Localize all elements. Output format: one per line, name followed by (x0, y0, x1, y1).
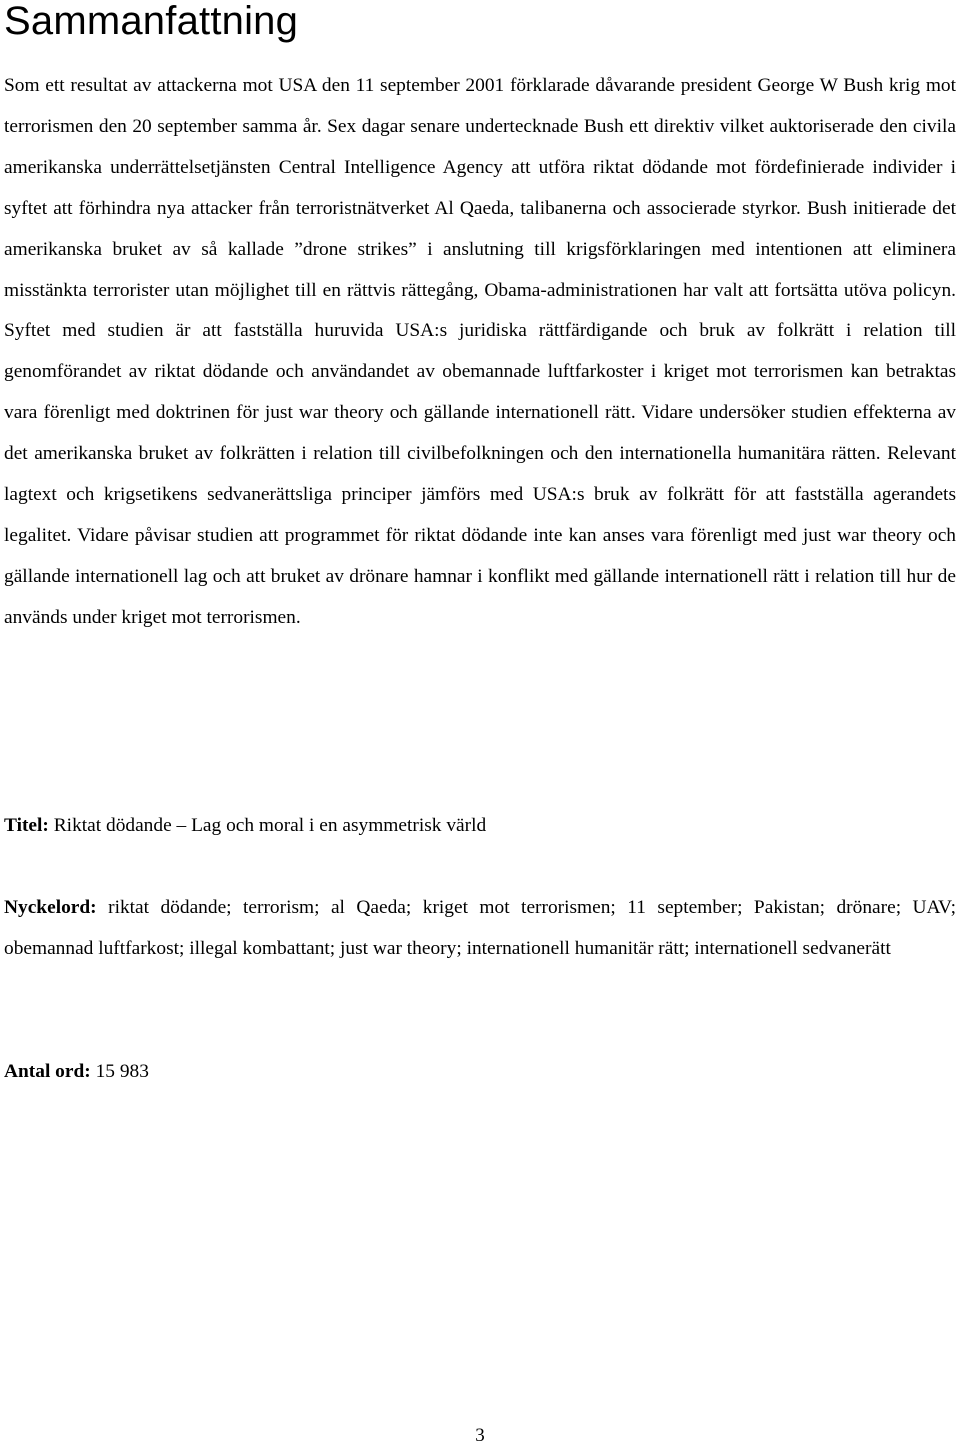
title-value: Riktat dödande – Lag och moral i en asymmetrisk värld (53, 815, 487, 836)
word-count-value: 15 983 (95, 1061, 149, 1082)
keywords-label: Nyckelord: (4, 897, 97, 918)
keywords-line (4, 888, 956, 970)
title-line (4, 806, 956, 847)
page-number: 3 (475, 1425, 485, 1446)
abstract-paragraph: Som ett resultat av attackerna mot USA den 11 september 2001 förklarade dåvarande president George W Bush krig mot terrorismen den 20 september samma år. Sex dagar senare undertecknade Bush ett direktiv vilket auktoriserade den civila amerikanska underrättelsetjänsten Central Intelligence Agency att utföra riktat dödande mot fördefinierade individer i syftet att förhindra nya attacker från terroristnätverket Al Qaeda, talibanerna och associerade styrkor. Bush initierade det amerikanska bruket av så kallade ”drone strikes” i anslutning till krigsförklaringen med intentionen att eliminera misstänkta terrorister utan möjlighet till en rättvis rättegång, Obama-administrationen har valt att fortsätta utöva policyn. Syftet med studien är att fastställa huruvida USA:s juridiska rättfärdigande och bruk av folkrätt i relation till genomförandet av riktat dödande och användandet av obemannade luftfarkoster i kriget mot terrorismen kan betraktas vara förenligt med doktrinen för just war theory och gällande internationell rätt. Vidare undersöker studien effekterna av det amerikanska bruket av folkrätten i relation till civilbefolkningen och den internationella humanitära rätten. Relevant lagtext och krigsetikens sedvanerättsliga principer jämförs med USA:s bruk av folkrätt för att fastställa agerandets legalitet. Vidare påvisar studien att programmet för riktat dödande inte kan anses vara förenligt med just war theory och gällande internationell lag och att bruket av drönare hamnar i konflikt med gällande internationell rätt i relation till hur de används under kriget mot terrorismen. (4, 75, 956, 628)
title-label: Titel: (4, 815, 49, 836)
word-count-line (4, 1052, 956, 1093)
page-heading: Sammanfattning (4, 0, 299, 43)
word-count-label: Antal ord: (4, 1061, 91, 1082)
keywords-value: riktat dödande; terrorism; al Qaeda; kriget mot terrorismen; 11 september; Pakistan; drönare; UAV; obemannad luftfarkost; illegal kombattant; just war theory; internationell humanitär rätt; internationell sedvanerätt (4, 897, 956, 959)
